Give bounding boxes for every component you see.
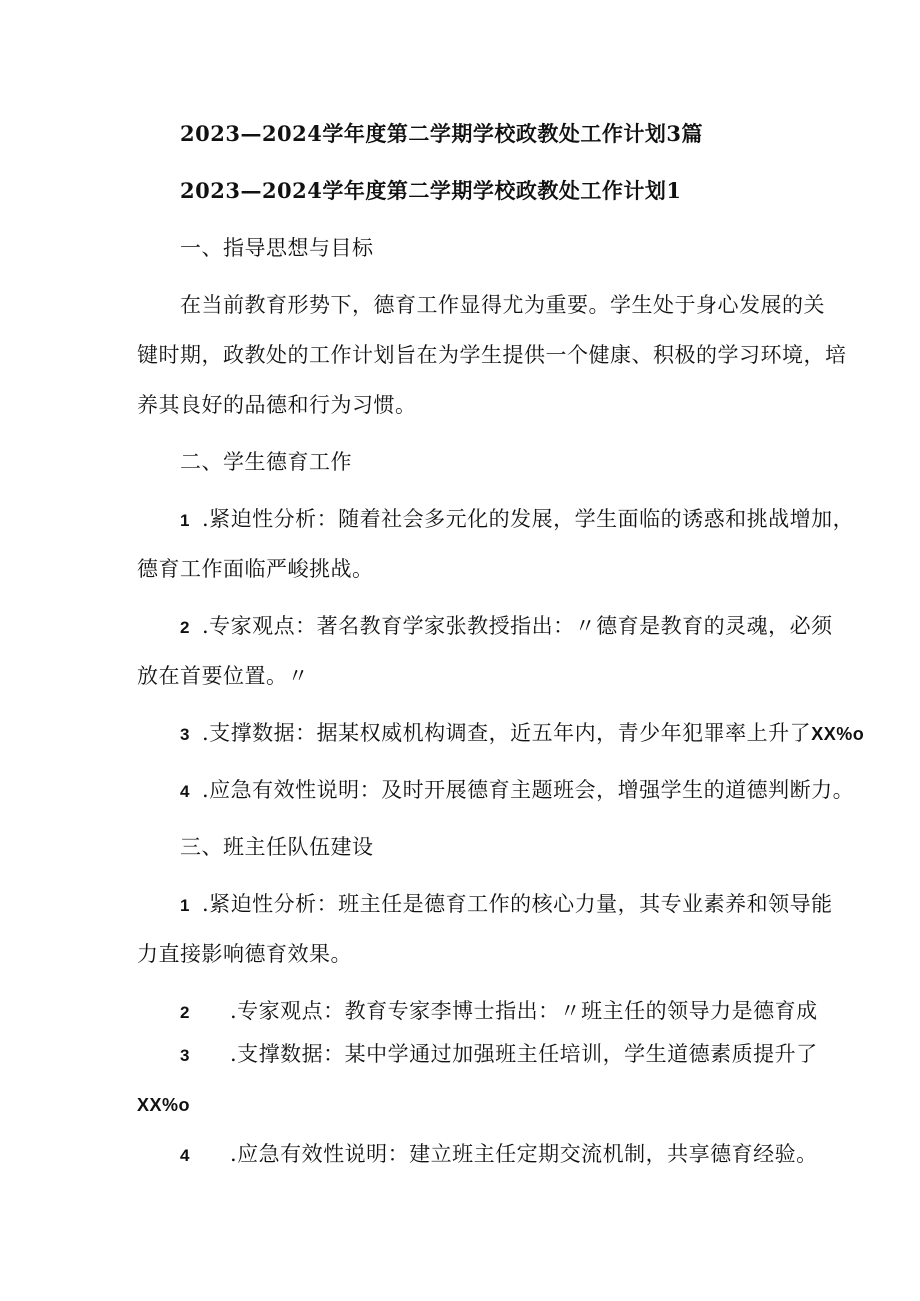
list-item xyxy=(180,719,864,749)
item-continuation xyxy=(137,1090,190,1119)
section-heading-teacher-team: 三、班主任队伍建设 xyxy=(180,835,374,859)
item-text: .支撑数据：据某权威机构调查，近五年内，青少年犯罪率上升了 xyxy=(202,721,812,745)
item-text: .应急有效性说明：建立班主任定期交流机制，共享德育经验。 xyxy=(230,1142,818,1166)
item-text: .支撑数据：某中学通过加强班主任培训，学生道德素质提升了 xyxy=(230,1042,818,1066)
list-item xyxy=(180,505,854,535)
item-number: 1 xyxy=(180,896,190,915)
paragraph-line: 养其良好的品德和行为习惯。 xyxy=(137,393,417,417)
section-heading-moral-education: 二、学生德育工作 xyxy=(180,450,352,474)
item-continuation: 放在首要位置。〃 xyxy=(137,664,309,688)
item-number: 4 xyxy=(180,1146,190,1165)
section-heading-guiding-ideas: 一、指导思想与目标 xyxy=(180,236,374,260)
item-number: 4 xyxy=(180,782,190,801)
list-item xyxy=(180,997,818,1027)
list-item xyxy=(180,1040,818,1070)
item-number: 2 xyxy=(180,618,190,637)
document-title: 2023—2024学年度第二学期学校政教处工作计划3篇 xyxy=(180,121,704,146)
item-data-suffix: XX%o xyxy=(137,1095,191,1115)
item-number: 1 xyxy=(180,511,190,530)
item-number: 3 xyxy=(180,1046,190,1065)
list-item xyxy=(180,612,833,642)
item-text: .紧迫性分析：随着社会多元化的发展，学生面临的诱惑和挑战增加， xyxy=(202,507,855,531)
item-number: 2 xyxy=(180,1003,190,1022)
list-item xyxy=(180,1140,818,1170)
paragraph-line: 在当前教育形势下，德育工作显得尤为重要。学生处于身心发展的关 xyxy=(180,293,825,317)
item-text: .专家观点：著名教育学家张教授指出：〃德育是教育的灵魂，必须 xyxy=(202,614,833,638)
subtitle-plan-1: 2023—2024学年度第二学期学校政教处工作计划1 xyxy=(180,178,682,203)
list-item xyxy=(180,776,854,806)
item-text: .紧迫性分析：班主任是德育工作的核心力量，其专业素养和领导能 xyxy=(202,892,833,916)
item-continuation: 力直接影响德育效果。 xyxy=(137,942,352,966)
item-continuation: 德育工作面临严峻挑战。 xyxy=(137,557,374,581)
item-text: .应急有效性说明：及时开展德育主题班会，增强学生的道德判断力。 xyxy=(202,778,855,802)
item-data-suffix: XX%o xyxy=(811,724,865,744)
paragraph-line: 键时期，政教处的工作计划旨在为学生提供一个健康、积极的学习环境，培 xyxy=(137,343,847,367)
item-text: .专家观点：教育专家李博士指出：〃班主任的领导力是德育成 xyxy=(230,999,818,1023)
list-item xyxy=(180,890,833,920)
item-number: 3 xyxy=(180,725,190,744)
